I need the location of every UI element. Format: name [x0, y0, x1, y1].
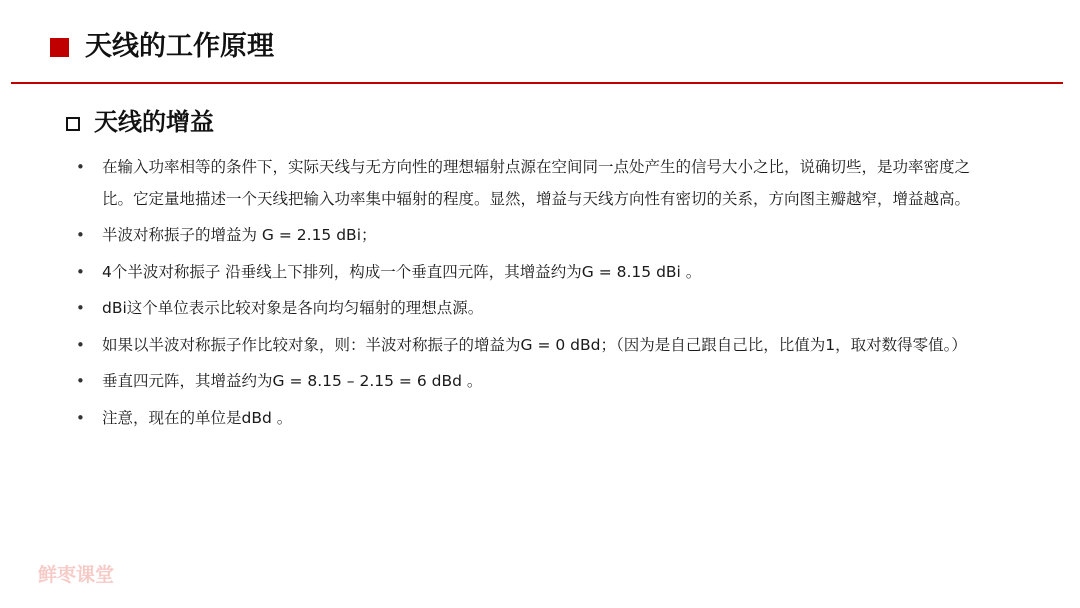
bullet-dot-icon: •: [76, 299, 85, 317]
bullet-item-definition: [0, 152, 1080, 215]
bullet-dot-icon: •: [76, 408, 85, 427]
bullet-item-half-wave-gain: [0, 220, 1080, 252]
bullet-dot-icon: •: [76, 262, 85, 281]
bullet-item-array-dbd: [0, 366, 1080, 398]
bullet-text: 半波对称振子的增益为 G = 2.15 dBi；: [102, 226, 377, 244]
bullet-item-four-element-array: [0, 257, 1080, 289]
bullet-dot-icon: •: [76, 226, 85, 244]
bullet-text: 注意，现在的单位是dBd 。: [102, 408, 293, 427]
watermark-logo: 鲜枣课堂: [38, 564, 115, 586]
title-marker-square: [50, 38, 69, 57]
bullet-item-note: [0, 403, 1080, 435]
subtitle-marker-square-icon: [66, 117, 80, 131]
bullet-item-dbd-reference: [0, 330, 1080, 362]
bullet-dot-icon: •: [76, 372, 85, 390]
bullet-item-dbi-unit: [0, 293, 1080, 325]
bullet-list: [0, 152, 1080, 439]
bullet-text: 垂直四元阵，其增益约为G = 8.15 – 2.15 = 6 dBd 。: [102, 372, 483, 390]
bullet-text: 在输入功率相等的条件下，实际天线与无方向性的理想辐射点源在空间同一点处产生的信号大小之比，说确切些，是功率密度之比。它定量地描述一个天线把输入功率集中辐射的程度。显然，增益与天线方向性有密切的关系，方向图主瓣越窄，增益越高。: [102, 158, 971, 208]
bullet-text: 如果以半波对称振子作比较对象，则：半波对称振子的增益为G = 0 dBd；（因为是自己跟自己比，比值为1，取对数得零值。）: [102, 335, 967, 354]
bullet-dot-icon: •: [76, 158, 85, 176]
section-subtitle: 天线的增益: [94, 108, 214, 136]
bullet-dot-icon: •: [76, 335, 85, 354]
page-title: 天线的工作原理: [85, 31, 274, 62]
title-divider: [11, 82, 1063, 84]
bullet-text: dBi这个单位表示比较对象是各向均匀辐射的理想点源。: [102, 299, 484, 317]
bullet-text: 4个半波对称振子 沿垂线上下排列，构成一个垂直四元阵，其增益约为G = 8.15 dBi 。: [102, 262, 702, 281]
